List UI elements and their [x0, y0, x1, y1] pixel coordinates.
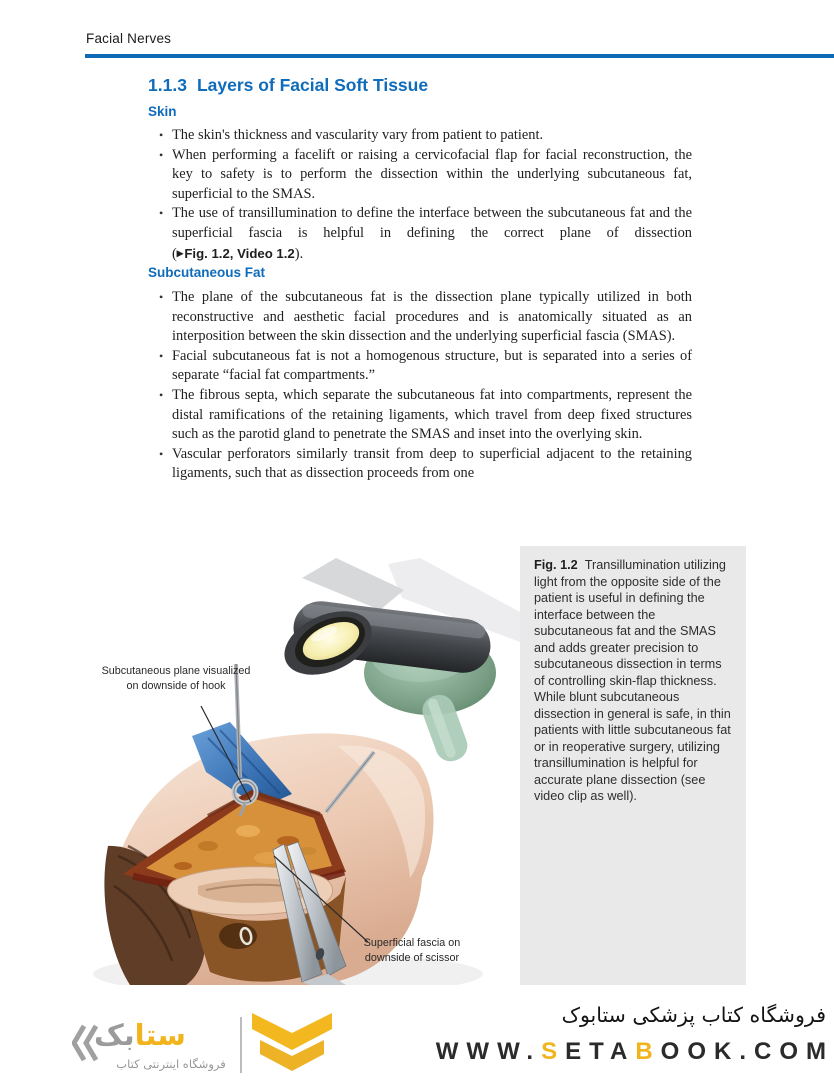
- figure-1-2: [88, 546, 746, 985]
- figure-caption-label: Fig. 1.2: [534, 558, 578, 572]
- bullet-item: • When performing a facelift or raising a cervicofacial flap for facial reconstruction, the key to safety is to perform the dissection within the underlying subcutaneous fat, superficial to the SMAS.: [156, 146, 692, 205]
- bullet-item: • Facial subcutaneous fat is not a homogenous structure, but is separated into a series of separate “facial fat compartments.”: [156, 347, 692, 386]
- store-title: فروشگاه کتاب پزشکی ستابوک: [561, 1003, 826, 1027]
- annotation-scissor: Superficial fascia on downside of scissor: [363, 937, 461, 964]
- running-title: Facial Nerves: [86, 31, 172, 46]
- logo-divider: [240, 1017, 242, 1073]
- subheading-skin: Skin: [148, 104, 177, 119]
- bullet-item: • The skin's thickness and vascularity vary from patient to patient.: [156, 126, 692, 146]
- logo-tagline: فروشگاه اینترنتی کتاب: [116, 1057, 226, 1071]
- subheading-subcutaneous-fat: Subcutaneous Fat: [148, 265, 266, 280]
- footer: [0, 995, 834, 1080]
- setabook-logo: [70, 1005, 335, 1077]
- section-heading: [148, 75, 428, 96]
- section-title: Layers of Facial Soft Tissue: [196, 75, 429, 95]
- section-number: 1.1.3: [148, 75, 187, 95]
- figure-caption: [520, 546, 746, 985]
- logo-wordmark: ستابک: [94, 1018, 186, 1052]
- chevron-emblem-icon: [252, 1013, 332, 1079]
- figure-caption-text: Transillumination utilizing light from the opposite side of the patient is useful in defining the interface between the subcutaneous fat and the SMAS and adds greater precision to subcutaneous dissection in terms of controlling skin-flap thickness. While blunt subcutaneous dissection in general is safe, in thin patients with little subcutaneous fat or in reoperative surgery, utilizing transillumination is helpful for accurate plane dissection (see video clip as well).: [534, 558, 731, 803]
- bullet-item: • The plane of the subcutaneous fat is the dissection plane typically utilized in both reconstructive and aesthetic facial procedures and is anatomically situated as an interposition between the skin dissection and the underlying superficial fascia (SMAS).: [156, 288, 692, 347]
- annotation-hook: Subcutaneous plane visualized on downside of hook: [101, 665, 251, 692]
- header-rule: [85, 54, 834, 58]
- figure-reference: ▶Fig. 1.2, Video 1.2: [176, 245, 295, 261]
- skin-bullet-list: [156, 126, 692, 264]
- surgical-illustration: [88, 546, 520, 985]
- subcutaneous-fat-bullet-list: [156, 288, 692, 484]
- reference-arrow-icon: ▶: [176, 248, 184, 259]
- website-url: WWW.SETABOOK.COM: [435, 1038, 834, 1065]
- bullet-item: • The fibrous septa, which separate the subcutaneous fat into compartments, represent the distal ramifications of the retaining ligaments, which travel from deep fixed structures such as the parotid gland to penetrate the SMAS and inset into the overlying skin.: [156, 386, 692, 445]
- bullet-item: • Vascular perforators similarly transit from deep to superficial adjacent to the retaining ligaments, such that as dissection proceeds from one: [156, 445, 692, 484]
- bullet-item: • The use of transillumination to define the interface between the subcutaneous fat and the superficial fascia is helpful in defining the correct plane of dissection (▶Fig. 1.2, Video 1.2).: [156, 204, 692, 264]
